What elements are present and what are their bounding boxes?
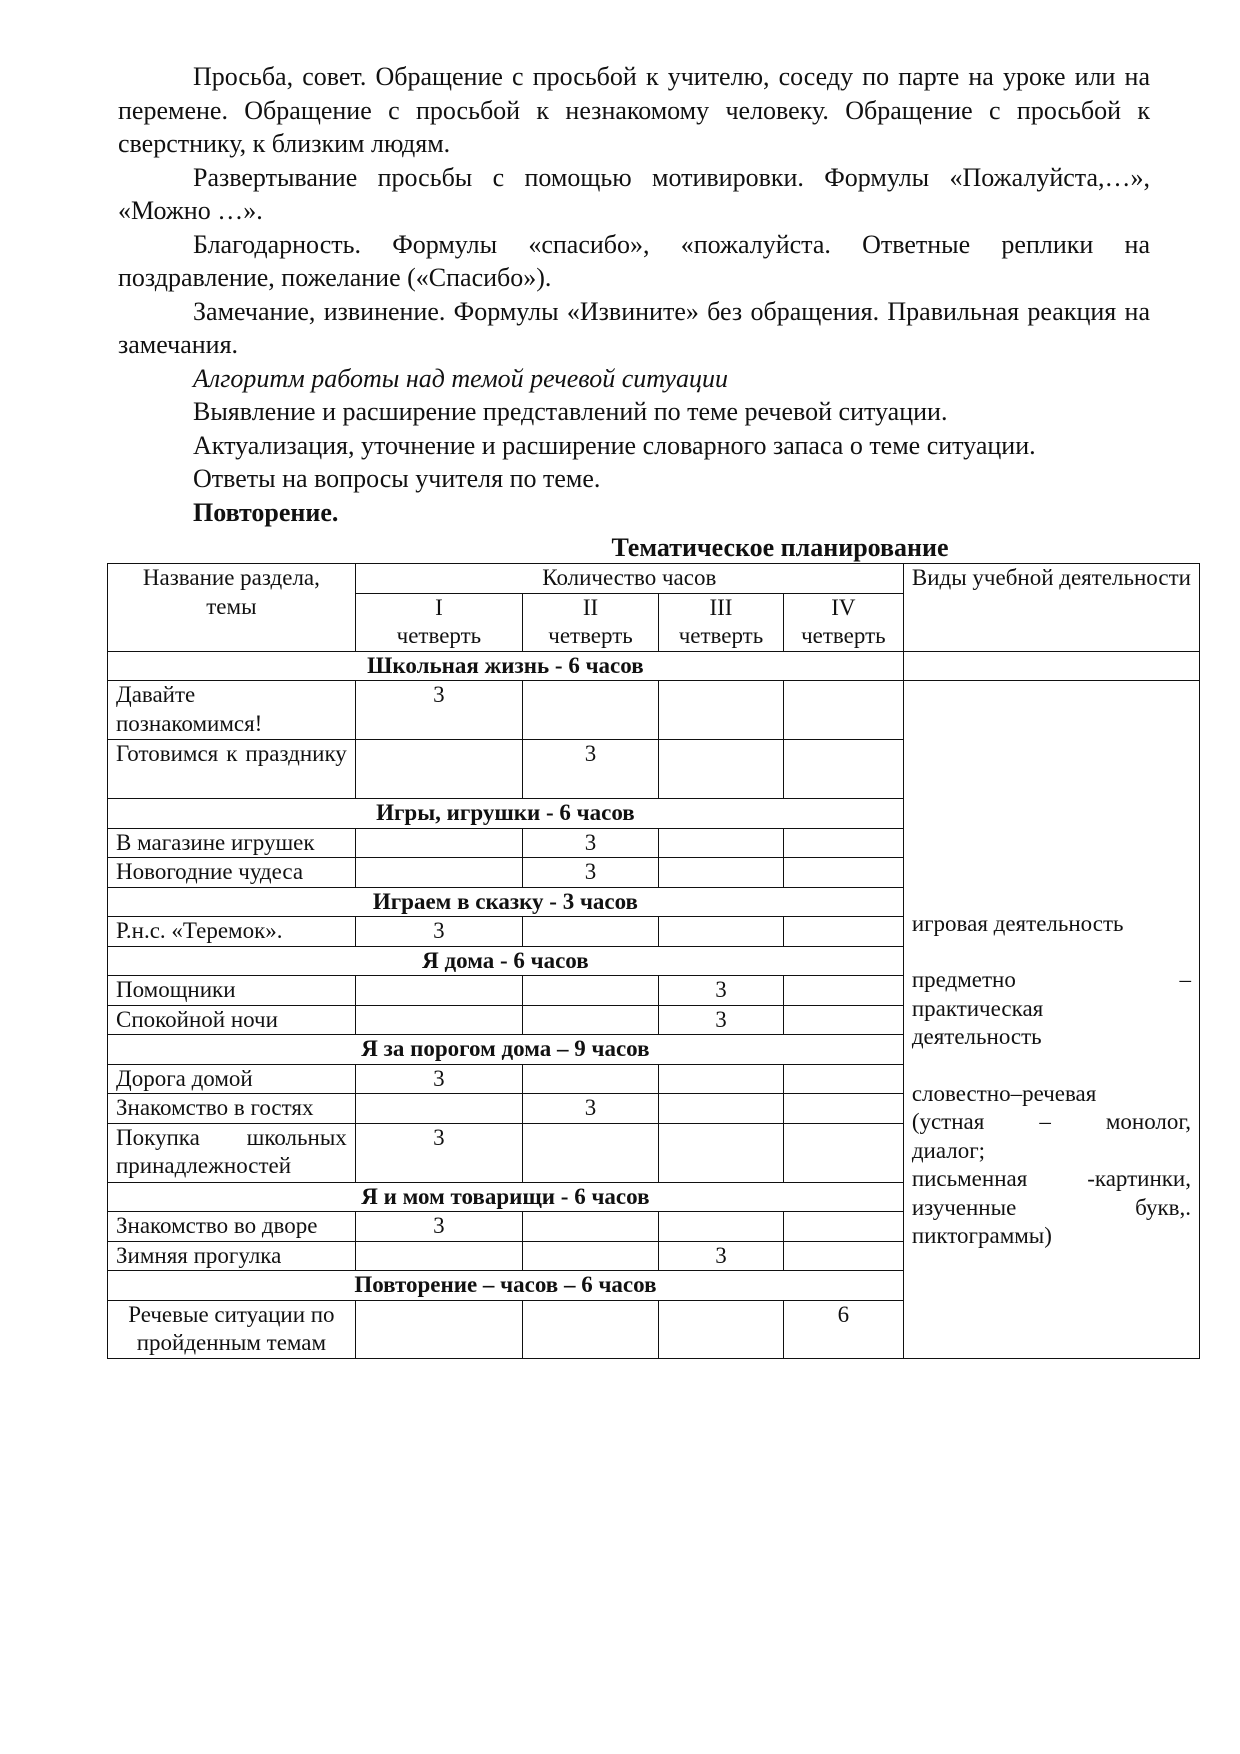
hours-q4 [783, 917, 903, 947]
hours-q1: 3 [355, 1064, 522, 1094]
hours-q2 [523, 917, 659, 947]
hours-q4 [783, 1123, 903, 1182]
hours-q1 [355, 976, 522, 1006]
section-title: Играем в сказку - 3 часов [108, 887, 904, 917]
section-title: Я за порогом дома – 9 часов [108, 1035, 904, 1065]
hours-q2 [523, 1064, 659, 1094]
paragraph-motivation: Развертывание просьбы с помощью мотивировки. Формулы «Пожалуйста,…», «Можно …». [118, 162, 1150, 225]
hours-q2 [523, 1300, 659, 1358]
topic-name: Новогодние чудеса [108, 858, 356, 888]
header-quarter: II четверть [523, 593, 659, 651]
section-title: Я и мом товарищи - 6 часов [108, 1182, 904, 1212]
hours-q3 [659, 828, 784, 858]
hours-q1 [355, 1005, 522, 1035]
hours-q3 [659, 858, 784, 888]
algorithm-title: Алгоритм работы над темой речевой ситуации [193, 363, 728, 393]
section-title: Я дома - 6 часов [108, 946, 904, 976]
hours-q1: 3 [355, 1212, 522, 1242]
section-title: Повторение – часов – 6 часов [108, 1271, 904, 1301]
hours-q1 [355, 1241, 522, 1271]
repeat-heading: Повторение. [193, 497, 339, 527]
header-section-name: Название раздела, темы [108, 564, 356, 652]
hours-q4 [783, 828, 903, 858]
hours-q1 [355, 828, 522, 858]
hours-q2 [523, 1212, 659, 1242]
table-caption: Тематическое планирование [611, 533, 949, 562]
hours-q4 [783, 858, 903, 888]
hours-q3: 3 [659, 1005, 784, 1035]
algorithm-item: Актуализация, уточнение и расширение словарного запаса о теме ситуации. [193, 430, 1036, 460]
hours-q1 [355, 858, 522, 888]
hours-q4 [783, 976, 903, 1006]
hours-q3 [659, 681, 784, 740]
header-quarter: I четверть [355, 593, 522, 651]
section-title: Школьная жизнь - 6 часов [108, 651, 904, 681]
hours-q2 [523, 681, 659, 740]
hours-q2: 3 [523, 1094, 659, 1124]
topic-name: Покупка школьных принадлежностей [108, 1123, 356, 1182]
topic-name: Речевые ситуации по пройденным темам [108, 1300, 356, 1358]
activity-types-cell [903, 681, 1199, 1359]
hours-q2: 3 [523, 740, 659, 799]
hours-q4 [783, 1241, 903, 1271]
hours-q3 [659, 1064, 784, 1094]
hours-q3: 3 [659, 1241, 784, 1271]
hours-q1: 3 [355, 1123, 522, 1182]
hours-q3 [659, 917, 784, 947]
table-row [108, 681, 1200, 740]
topic-name: Готовимся к празднику [108, 740, 356, 799]
activity-game: игровая деятельность [911, 910, 1124, 936]
body-text [118, 60, 1150, 529]
hours-q2 [523, 976, 659, 1006]
paragraph-remark: Замечание, извинение. Формулы «Извините» без обращения. Правильная реакция на замечания. [118, 296, 1150, 359]
hours-q3 [659, 1212, 784, 1242]
hours-q1 [355, 1300, 522, 1358]
topic-name: Знакомство во дворе [108, 1212, 356, 1242]
section-row [108, 651, 1200, 681]
hours-q1: 3 [355, 681, 522, 740]
section-title: Игры, игрушки - 6 часов [108, 799, 904, 829]
header-activity: Виды учебной деятельности [903, 564, 1199, 652]
topic-name: Спокойной ночи [108, 1005, 356, 1035]
hours-q4 [783, 740, 903, 799]
paragraph-gratitude: Благодарность. Формулы «спасибо», «пожалуйста. Ответные реплики на поздравление, пожелание («Спасибо»). [118, 229, 1150, 292]
hours-q3 [659, 740, 784, 799]
hours-q1 [355, 1094, 522, 1124]
paragraph-request: Просьба, совет. Обращение с просьбой к учителю, соседу по парте на уроке или на перемене. Обращение с просьбой к незнакомому человеку. Обращение с просьбой к сверстнику, к близким людям. [118, 62, 1150, 158]
activity-practical: предметно – практическая деятельность [911, 967, 1191, 1050]
hours-q4: 6 [783, 1300, 903, 1358]
table-header-row [108, 564, 1200, 594]
topic-name: Давайте познакомимся! [108, 681, 356, 740]
hours-q2 [523, 1005, 659, 1035]
hours-q3: 3 [659, 976, 784, 1006]
hours-q3 [659, 1094, 784, 1124]
hours-q4 [783, 1212, 903, 1242]
header-quarter: IV четверть [783, 593, 903, 651]
hours-q4 [783, 1005, 903, 1035]
hours-q2: 3 [523, 828, 659, 858]
hours-q2 [523, 1123, 659, 1182]
topic-name: Зимняя прогулка [108, 1241, 356, 1271]
algorithm-item: Ответы на вопросы учителя по теме. [193, 464, 601, 493]
hours-q2: 3 [523, 858, 659, 888]
topic-name: В магазине игрушек [108, 828, 356, 858]
header-quarter: III четверть [659, 593, 784, 651]
hours-q3 [659, 1123, 784, 1182]
hours-q4 [783, 1064, 903, 1094]
topic-name: Знакомство в гостях [108, 1094, 356, 1124]
hours-q1 [355, 740, 522, 799]
topic-name: Р.н.с. «Теремок». [108, 917, 356, 947]
hours-q3 [659, 1300, 784, 1358]
header-hours: Количество часов [355, 564, 903, 594]
hours-q2 [523, 1241, 659, 1271]
thematic-plan-table [107, 563, 1200, 1359]
activity-verbal: словестно–речевая (устная – монолог, диалог; письменная -картинки, изученные букв,. пиктограммы) [911, 1080, 1191, 1249]
hours-q1: 3 [355, 917, 522, 947]
hours-q4 [783, 1094, 903, 1124]
algorithm-item: Выявление и расширение представлений по теме речевой ситуации. [193, 397, 948, 426]
topic-name: Помощники [108, 976, 356, 1006]
topic-name: Дорога домой [108, 1064, 356, 1094]
empty-cell [903, 651, 1199, 681]
hours-q4 [783, 681, 903, 740]
